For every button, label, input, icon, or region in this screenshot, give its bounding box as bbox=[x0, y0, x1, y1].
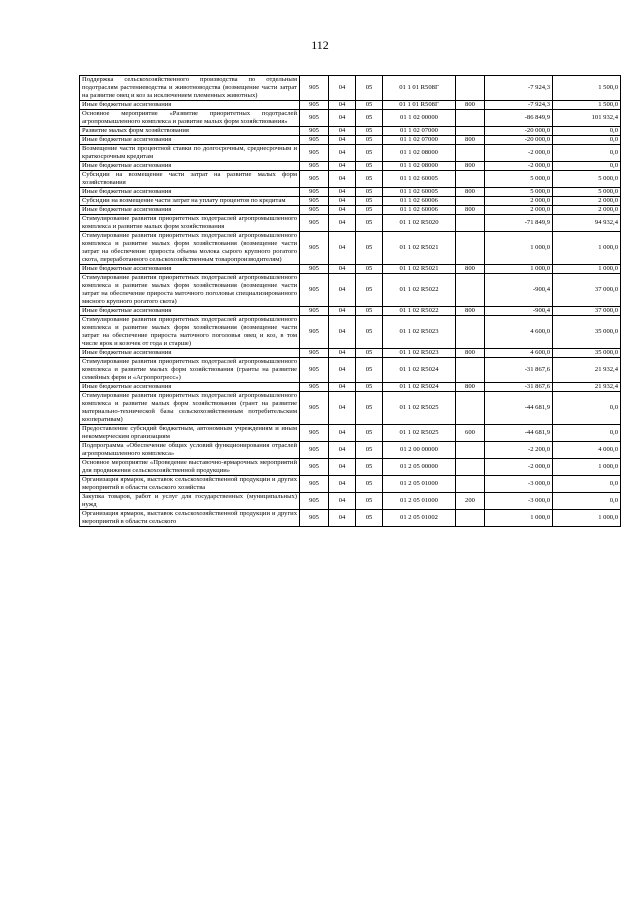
table-row bbox=[80, 493, 621, 510]
row-target-article-cell: 01 1 01 R508Г bbox=[383, 101, 456, 110]
row-ved-cell: 905 bbox=[300, 162, 329, 171]
row-sum-1-cell: 4 600,0 bbox=[485, 316, 553, 349]
table-row bbox=[80, 101, 621, 110]
row-sum-1-cell: -44 681,9 bbox=[485, 425, 553, 442]
row-ved-cell: 905 bbox=[300, 442, 329, 459]
row-section-cell: 04 bbox=[329, 265, 356, 274]
row-section-cell: 04 bbox=[329, 188, 356, 197]
row-sum-1-cell: -31 867,6 bbox=[485, 358, 553, 383]
row-section-cell: 04 bbox=[329, 383, 356, 392]
row-subsection-cell: 05 bbox=[356, 265, 383, 274]
row-sum-2-cell: 101 932,4 bbox=[553, 110, 621, 127]
row-sum-1-cell: 2 000,0 bbox=[485, 197, 553, 206]
row-name-cell: Иные бюджетные ассигнования bbox=[80, 188, 300, 197]
row-expense-type-cell: 800 bbox=[456, 101, 485, 110]
row-section-cell: 04 bbox=[329, 476, 356, 493]
row-name-cell: Иные бюджетные ассигнования bbox=[80, 307, 300, 316]
row-name-cell: Стимулирование развития приоритетных подотраслей агропромышленного комплекса и развитие малых форм хозяйствования bbox=[80, 215, 300, 232]
row-sum-1-cell: -3 000,0 bbox=[485, 476, 553, 493]
row-sum-1-cell: -900,4 bbox=[485, 307, 553, 316]
row-target-article-cell: 01 1 02 07000 bbox=[383, 127, 456, 136]
row-expense-type-cell bbox=[456, 110, 485, 127]
row-subsection-cell: 05 bbox=[356, 110, 383, 127]
row-sum-2-cell: 4 000,0 bbox=[553, 442, 621, 459]
row-ved-cell: 905 bbox=[300, 510, 329, 527]
row-name-cell: Иные бюджетные ассигнования bbox=[80, 265, 300, 274]
row-ved-cell: 905 bbox=[300, 274, 329, 307]
row-sum-1-cell: -2 200,0 bbox=[485, 442, 553, 459]
row-subsection-cell: 05 bbox=[356, 136, 383, 145]
row-name-cell: Иные бюджетные ассигнования bbox=[80, 206, 300, 215]
page-number: 112 bbox=[311, 38, 329, 52]
row-sum-2-cell: 1 000,0 bbox=[553, 459, 621, 476]
row-sum-1-cell: 4 600,0 bbox=[485, 349, 553, 358]
budget-table-body bbox=[80, 76, 621, 527]
row-sum-2-cell: 0,0 bbox=[553, 145, 621, 162]
row-section-cell: 04 bbox=[329, 127, 356, 136]
budget-table bbox=[79, 75, 621, 527]
table-row bbox=[80, 162, 621, 171]
table-row bbox=[80, 358, 621, 383]
table-row bbox=[80, 188, 621, 197]
row-target-article-cell: 01 1 02 R5024 bbox=[383, 358, 456, 383]
row-expense-type-cell: 600 bbox=[456, 425, 485, 442]
row-sum-1-cell: -900,4 bbox=[485, 274, 553, 307]
row-target-article-cell: 01 1 02 R5021 bbox=[383, 232, 456, 265]
row-subsection-cell: 05 bbox=[356, 392, 383, 425]
row-expense-type-cell bbox=[456, 476, 485, 493]
row-name-cell: Подпрограмма «Обеспечение общих условий функционирования отраслей агропромышленного комплекса» bbox=[80, 442, 300, 459]
table-row bbox=[80, 476, 621, 493]
table-row bbox=[80, 136, 621, 145]
row-expense-type-cell bbox=[456, 459, 485, 476]
row-target-article-cell: 01 1 02 R5025 bbox=[383, 392, 456, 425]
table-row bbox=[80, 383, 621, 392]
row-subsection-cell: 05 bbox=[356, 76, 383, 101]
row-subsection-cell: 05 bbox=[356, 358, 383, 383]
row-target-article-cell: 01 1 02 08000 bbox=[383, 145, 456, 162]
row-expense-type-cell: 800 bbox=[456, 188, 485, 197]
row-subsection-cell: 05 bbox=[356, 101, 383, 110]
row-ved-cell: 905 bbox=[300, 232, 329, 265]
row-sum-2-cell: 5 000,0 bbox=[553, 171, 621, 188]
row-target-article-cell: 01 2 05 01000 bbox=[383, 493, 456, 510]
row-expense-type-cell: 800 bbox=[456, 162, 485, 171]
row-name-cell: Поддержка сельскохозяйственного производства по отдельным подотраслям растениеводства и животноводства (возмещение части затрат на развитие овец и коз за исключением племенных животных) bbox=[80, 76, 300, 101]
row-section-cell: 04 bbox=[329, 510, 356, 527]
row-sum-1-cell: 1 000,0 bbox=[485, 232, 553, 265]
row-sum-1-cell: -2 000,0 bbox=[485, 459, 553, 476]
row-target-article-cell: 01 2 05 01000 bbox=[383, 476, 456, 493]
row-section-cell: 04 bbox=[329, 493, 356, 510]
row-ved-cell: 905 bbox=[300, 145, 329, 162]
table-row bbox=[80, 232, 621, 265]
row-name-cell: Иные бюджетные ассигнования bbox=[80, 101, 300, 110]
row-name-cell: Субсидии на возмещение части затрат на развитие малых форм хозяйствования bbox=[80, 171, 300, 188]
row-expense-type-cell bbox=[456, 442, 485, 459]
row-section-cell: 04 bbox=[329, 197, 356, 206]
row-subsection-cell: 05 bbox=[356, 383, 383, 392]
row-ved-cell: 905 bbox=[300, 76, 329, 101]
row-section-cell: 04 bbox=[329, 358, 356, 383]
row-sum-1-cell: -7 924,3 bbox=[485, 101, 553, 110]
table-row bbox=[80, 206, 621, 215]
row-sum-2-cell: 21 932,4 bbox=[553, 358, 621, 383]
row-sum-1-cell: 5 000,0 bbox=[485, 188, 553, 197]
row-section-cell: 04 bbox=[329, 442, 356, 459]
row-sum-1-cell: -86 849,9 bbox=[485, 110, 553, 127]
row-sum-1-cell: -3 000,0 bbox=[485, 493, 553, 510]
row-sum-1-cell: -7 924,3 bbox=[485, 76, 553, 101]
row-ved-cell: 905 bbox=[300, 171, 329, 188]
table-row bbox=[80, 510, 621, 527]
row-expense-type-cell bbox=[456, 145, 485, 162]
row-name-cell: Стимулирование развития приоритетных подотраслей агропромышленного комплекса и развитие малых форм хозяйствования (возмещение части затрат на обеспечение прироста маточного поголовья специализированного мясного крупного рогатого скота) bbox=[80, 274, 300, 307]
row-target-article-cell: 01 1 02 00000 bbox=[383, 110, 456, 127]
row-sum-2-cell: 0,0 bbox=[553, 127, 621, 136]
table-row bbox=[80, 215, 621, 232]
row-subsection-cell: 05 bbox=[356, 307, 383, 316]
row-expense-type-cell bbox=[456, 76, 485, 101]
table-row bbox=[80, 425, 621, 442]
row-expense-type-cell: 800 bbox=[456, 265, 485, 274]
row-target-article-cell: 01 1 02 R5024 bbox=[383, 383, 456, 392]
row-target-article-cell: 01 1 01 R508Г bbox=[383, 76, 456, 101]
row-sum-2-cell: 1 000,0 bbox=[553, 265, 621, 274]
row-sum-1-cell: -31 867,6 bbox=[485, 383, 553, 392]
table-row bbox=[80, 442, 621, 459]
row-sum-2-cell: 2 000,0 bbox=[553, 197, 621, 206]
row-sum-2-cell: 35 000,0 bbox=[553, 349, 621, 358]
row-ved-cell: 905 bbox=[300, 493, 329, 510]
row-expense-type-cell bbox=[456, 232, 485, 265]
row-target-article-cell: 01 1 02 R5020 bbox=[383, 215, 456, 232]
row-target-article-cell: 01 2 05 00000 bbox=[383, 459, 456, 476]
row-sum-1-cell: -2 000,0 bbox=[485, 145, 553, 162]
row-section-cell: 04 bbox=[329, 425, 356, 442]
row-section-cell: 04 bbox=[329, 171, 356, 188]
row-sum-2-cell: 0,0 bbox=[553, 162, 621, 171]
row-sum-2-cell: 5 000,0 bbox=[553, 188, 621, 197]
row-subsection-cell: 05 bbox=[356, 349, 383, 358]
row-ved-cell: 905 bbox=[300, 101, 329, 110]
row-section-cell: 04 bbox=[329, 206, 356, 215]
table-row bbox=[80, 316, 621, 349]
row-ved-cell: 905 bbox=[300, 307, 329, 316]
row-name-cell: Стимулирование развития приоритетных подотраслей агропромышленного комплекса и развитие малых форм хозяйствования (возмещение части затрат на обеспечение прироста маточного поголовья овец и коз, в том числе ярок и козочек от года и старше) bbox=[80, 316, 300, 349]
row-sum-2-cell: 1 500,0 bbox=[553, 76, 621, 101]
table-row bbox=[80, 110, 621, 127]
row-sum-2-cell: 0,0 bbox=[553, 493, 621, 510]
row-subsection-cell: 05 bbox=[356, 476, 383, 493]
row-ved-cell: 905 bbox=[300, 110, 329, 127]
row-expense-type-cell bbox=[456, 316, 485, 349]
row-expense-type-cell bbox=[456, 171, 485, 188]
row-subsection-cell: 05 bbox=[356, 145, 383, 162]
row-sum-2-cell: 37 000,0 bbox=[553, 307, 621, 316]
row-expense-type-cell bbox=[456, 392, 485, 425]
row-name-cell: Основное мероприятие «Проведение выставочно-ярмарочных мероприятий для продвижения сельскохозяйственной продукции» bbox=[80, 459, 300, 476]
row-name-cell: Субсидии на возмещение части затрат на уплату процентов по кредитам bbox=[80, 197, 300, 206]
table-row bbox=[80, 171, 621, 188]
row-ved-cell: 905 bbox=[300, 206, 329, 215]
table-row bbox=[80, 265, 621, 274]
row-name-cell: Стимулирование развития приоритетных подотраслей агропромышленного комплекса и развитие малых форм хозяйствования (гранты на развитие семейных ферм и «Агропрогресс») bbox=[80, 358, 300, 383]
row-sum-2-cell: 1 000,0 bbox=[553, 510, 621, 527]
row-sum-2-cell: 0,0 bbox=[553, 425, 621, 442]
row-name-cell: Развитие малых форм хозяйствования bbox=[80, 127, 300, 136]
row-ved-cell: 905 bbox=[300, 188, 329, 197]
row-expense-type-cell: 800 bbox=[456, 349, 485, 358]
row-expense-type-cell bbox=[456, 127, 485, 136]
row-sum-1-cell: -20 000,0 bbox=[485, 127, 553, 136]
row-name-cell: Иные бюджетные ассигнования bbox=[80, 162, 300, 171]
row-subsection-cell: 05 bbox=[356, 162, 383, 171]
table-row bbox=[80, 392, 621, 425]
row-sum-1-cell: 5 000,0 bbox=[485, 171, 553, 188]
row-section-cell: 04 bbox=[329, 232, 356, 265]
row-subsection-cell: 05 bbox=[356, 171, 383, 188]
row-target-article-cell: 01 1 02 R5025 bbox=[383, 425, 456, 442]
row-sum-1-cell: 1 000,0 bbox=[485, 510, 553, 527]
table-row bbox=[80, 76, 621, 101]
row-sum-2-cell: 21 932,4 bbox=[553, 383, 621, 392]
row-target-article-cell: 01 1 02 08000 bbox=[383, 162, 456, 171]
row-ved-cell: 905 bbox=[300, 265, 329, 274]
row-sum-1-cell: -44 681,9 bbox=[485, 392, 553, 425]
table-row bbox=[80, 307, 621, 316]
row-target-article-cell: 01 1 02 R5023 bbox=[383, 316, 456, 349]
table-row bbox=[80, 459, 621, 476]
row-sum-2-cell: 1 000,0 bbox=[553, 232, 621, 265]
row-expense-type-cell: 800 bbox=[456, 307, 485, 316]
row-subsection-cell: 05 bbox=[356, 510, 383, 527]
row-name-cell: Иные бюджетные ассигнования bbox=[80, 383, 300, 392]
row-ved-cell: 905 bbox=[300, 383, 329, 392]
row-ved-cell: 905 bbox=[300, 136, 329, 145]
row-subsection-cell: 05 bbox=[356, 442, 383, 459]
row-sum-1-cell: -71 849,9 bbox=[485, 215, 553, 232]
row-name-cell: Иные бюджетные ассигнования bbox=[80, 136, 300, 145]
row-subsection-cell: 05 bbox=[356, 188, 383, 197]
row-sum-1-cell: -20 000,0 bbox=[485, 136, 553, 145]
row-target-article-cell: 01 1 02 R5021 bbox=[383, 265, 456, 274]
row-sum-2-cell: 1 500,0 bbox=[553, 101, 621, 110]
row-ved-cell: 905 bbox=[300, 358, 329, 383]
row-sum-2-cell: 0,0 bbox=[553, 476, 621, 493]
row-subsection-cell: 05 bbox=[356, 127, 383, 136]
row-sum-1-cell: 1 000,0 bbox=[485, 265, 553, 274]
row-name-cell: Стимулирование развития приоритетных подотраслей агропромышленного комплекса и развитие малых форм хозяйствования (возмещение части затрат на обеспечение прироста объема молока сырого крупного рогатого скота, переработанного сельскохозяйственным товаропроизводителям) bbox=[80, 232, 300, 265]
row-section-cell: 04 bbox=[329, 459, 356, 476]
table-row bbox=[80, 145, 621, 162]
row-ved-cell: 905 bbox=[300, 476, 329, 493]
table-row bbox=[80, 197, 621, 206]
row-ved-cell: 905 bbox=[300, 425, 329, 442]
row-section-cell: 04 bbox=[329, 316, 356, 349]
row-name-cell: Иные бюджетные ассигнования bbox=[80, 349, 300, 358]
row-section-cell: 04 bbox=[329, 162, 356, 171]
row-sum-2-cell: 37 000,0 bbox=[553, 274, 621, 307]
row-ved-cell: 905 bbox=[300, 349, 329, 358]
row-sum-1-cell: -2 000,0 bbox=[485, 162, 553, 171]
row-subsection-cell: 05 bbox=[356, 425, 383, 442]
row-name-cell: Организация ярмарок, выставок сельскохозяйственной продукции и других мероприятий в области сельского хозяйства bbox=[80, 476, 300, 493]
row-name-cell: Закупка товаров, работ и услуг для государственных (муниципальных) нужд bbox=[80, 493, 300, 510]
row-name-cell: Основное мероприятие «Развитие приоритетных подотраслей агропромышленного комплекса и развитие малых форм хозяйствования» bbox=[80, 110, 300, 127]
row-expense-type-cell bbox=[456, 510, 485, 527]
row-sum-2-cell: 2 000,0 bbox=[553, 206, 621, 215]
row-section-cell: 04 bbox=[329, 392, 356, 425]
row-target-article-cell: 01 1 02 60005 bbox=[383, 171, 456, 188]
row-sum-2-cell: 94 932,4 bbox=[553, 215, 621, 232]
row-subsection-cell: 05 bbox=[356, 206, 383, 215]
row-name-cell: Возмещение части процентной ставки по долгосрочным, среднесрочным и краткосрочным кредитам bbox=[80, 145, 300, 162]
row-ved-cell: 905 bbox=[300, 215, 329, 232]
row-subsection-cell: 05 bbox=[356, 459, 383, 476]
row-target-article-cell: 01 2 05 01002 bbox=[383, 510, 456, 527]
row-subsection-cell: 05 bbox=[356, 493, 383, 510]
row-target-article-cell: 01 1 02 60005 bbox=[383, 188, 456, 197]
row-target-article-cell: 01 1 02 R5023 bbox=[383, 349, 456, 358]
row-section-cell: 04 bbox=[329, 76, 356, 101]
row-ved-cell: 905 bbox=[300, 316, 329, 349]
row-sum-2-cell: 0,0 bbox=[553, 136, 621, 145]
row-expense-type-cell: 800 bbox=[456, 136, 485, 145]
row-section-cell: 04 bbox=[329, 215, 356, 232]
row-target-article-cell: 01 1 02 07000 bbox=[383, 136, 456, 145]
row-expense-type-cell bbox=[456, 358, 485, 383]
row-sum-2-cell: 0,0 bbox=[553, 392, 621, 425]
row-expense-type-cell bbox=[456, 215, 485, 232]
row-expense-type-cell bbox=[456, 274, 485, 307]
row-subsection-cell: 05 bbox=[356, 316, 383, 349]
row-section-cell: 04 bbox=[329, 307, 356, 316]
row-sum-2-cell: 35 000,0 bbox=[553, 316, 621, 349]
row-section-cell: 04 bbox=[329, 145, 356, 162]
row-name-cell: Организация ярмарок, выставок сельскохозяйственной продукции и других мероприятий в области сельского bbox=[80, 510, 300, 527]
row-expense-type-cell: 800 bbox=[456, 206, 485, 215]
row-section-cell: 04 bbox=[329, 136, 356, 145]
table-row bbox=[80, 127, 621, 136]
row-section-cell: 04 bbox=[329, 274, 356, 307]
row-ved-cell: 905 bbox=[300, 392, 329, 425]
row-target-article-cell: 01 1 02 R5022 bbox=[383, 274, 456, 307]
row-expense-type-cell: 800 bbox=[456, 383, 485, 392]
row-section-cell: 04 bbox=[329, 110, 356, 127]
row-subsection-cell: 05 bbox=[356, 274, 383, 307]
row-ved-cell: 905 bbox=[300, 459, 329, 476]
row-expense-type-cell bbox=[456, 197, 485, 206]
row-name-cell: Предоставление субсидий бюджетным, автономным учреждениям и иным некоммерческим организациям bbox=[80, 425, 300, 442]
row-target-article-cell: 01 1 02 60006 bbox=[383, 206, 456, 215]
row-subsection-cell: 05 bbox=[356, 232, 383, 265]
row-expense-type-cell: 200 bbox=[456, 493, 485, 510]
row-ved-cell: 905 bbox=[300, 127, 329, 136]
table-row bbox=[80, 274, 621, 307]
row-subsection-cell: 05 bbox=[356, 215, 383, 232]
row-name-cell: Стимулирование развития приоритетных подотраслей агропромышленного комплекса и развитие малых форм хозяйствования (грант на развитие материально-технической базы сельскохозяйственным потребительским кооперативам) bbox=[80, 392, 300, 425]
row-section-cell: 04 bbox=[329, 349, 356, 358]
row-target-article-cell: 01 2 00 00000 bbox=[383, 442, 456, 459]
row-target-article-cell: 01 1 02 R5022 bbox=[383, 307, 456, 316]
table-row bbox=[80, 349, 621, 358]
row-ved-cell: 905 bbox=[300, 197, 329, 206]
row-section-cell: 04 bbox=[329, 101, 356, 110]
row-target-article-cell: 01 1 02 60006 bbox=[383, 197, 456, 206]
row-subsection-cell: 05 bbox=[356, 197, 383, 206]
row-sum-1-cell: 2 000,0 bbox=[485, 206, 553, 215]
